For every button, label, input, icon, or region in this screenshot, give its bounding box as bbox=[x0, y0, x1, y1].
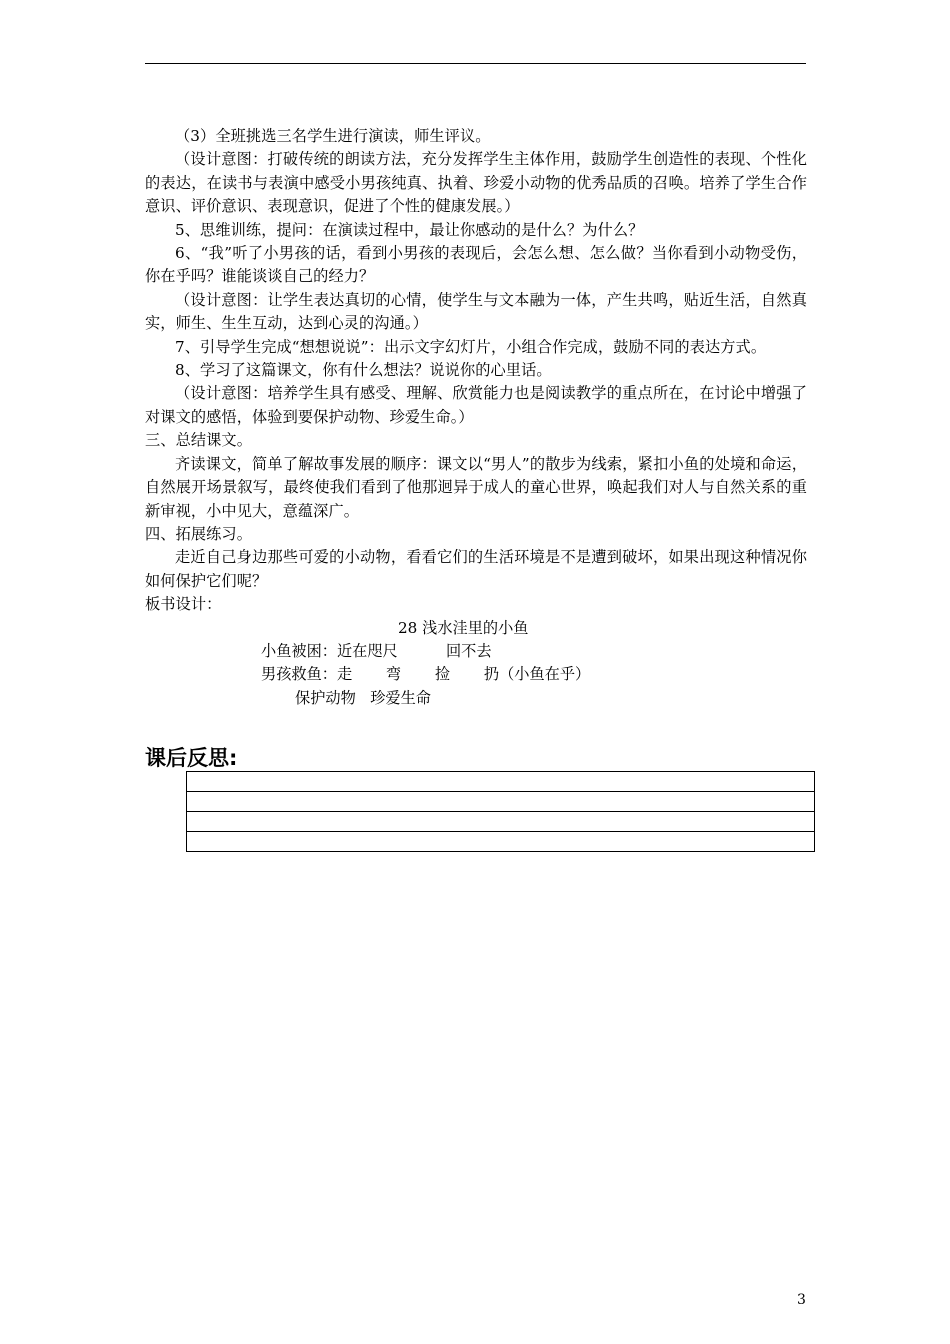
paragraph-performance-reading: （3）全班挑选三名学生进行演读，师生评议。 bbox=[175, 127, 491, 145]
board-line-boy-rescues: 男孩救鱼：走 弯 捡 扔（小鱼在乎） bbox=[261, 665, 591, 684]
paragraph-design-intent-3: （设计意图：培养学生具有感受、理解、欣赏能力也是阅读教学的重点所在，在讨论中增强了对课文的感悟，体验到要保护动物、珍爱生命。） bbox=[145, 384, 807, 426]
reflection-line bbox=[187, 832, 815, 852]
paragraph-step-7: 7、引导学生完成“想想说说”：出示文字幻灯片，小组合作完成，鼓励不同的表达方式。 bbox=[175, 337, 767, 356]
paragraph-question-6: 6、“我”听了小男孩的话，看到小男孩的表现后，会怎么想、怎么做？当你看到小动物受伤，你在乎吗？谁能谈谈自己的经力？ bbox=[145, 244, 807, 286]
board-design bbox=[145, 617, 807, 711]
paragraph-thinking-training: 5、思维训练，提问：在演读过程中，最让你感动的是什么？为什么？ bbox=[175, 220, 644, 239]
paragraph-step-8: 8、学习了这篇课文，你有什么想法？说说你的心里话。 bbox=[175, 361, 552, 380]
board-line-theme: 保护动物 珍爱生命 bbox=[295, 688, 431, 707]
paragraph-design-intent-1: （设计意图：打破传统的朗读方法，充分发挥学生主体作用，鼓励学生创造性的表现、个性化的表达，在读书与表演中感受小男孩纯真、执着、珍爱小动物的优秀品质的召唤。培养了学生合作意识、评价意识、表现意识，促进了个性的健康发展。） bbox=[145, 150, 807, 216]
document-body bbox=[145, 125, 807, 710]
board-line-fish-trapped: 小鱼被困：近在咫尺 回不去 bbox=[261, 641, 492, 660]
reflection-line bbox=[187, 792, 815, 812]
section-heading-extension: 四、拓展练习。 bbox=[145, 524, 253, 543]
paragraph-summary: 齐读课文，简单了解故事发展的顺序：课文以“男人”的散步为线索，紧扣小鱼的处境和命运，自然展开场景叙写，最终使我们看到了他那迥异于成人的童心世界，唤起我们对人与自然关系的重新审视，小中见大，意蕴深广。 bbox=[145, 454, 807, 520]
board-design-label: 板书设计： bbox=[145, 595, 222, 614]
page-number: 3 bbox=[797, 1292, 806, 1308]
reflection-line bbox=[187, 772, 815, 792]
reflection-line bbox=[187, 812, 815, 832]
header-rule bbox=[145, 63, 806, 64]
paragraph-design-intent-2: （设计意图：让学生表达真切的心情，使学生与文本融为一体，产生共鸣，贴近生活，自然真实，师生、生生互动，达到心灵的沟通。） bbox=[145, 290, 807, 333]
board-title: 28 浅水洼里的小鱼 bbox=[398, 618, 529, 637]
section-heading-summary: 三、总结课文。 bbox=[145, 431, 253, 450]
reflection-title: 课后反思: bbox=[145, 746, 238, 770]
paragraph-extension: 走近自己身边那些可爱的小动物，看看它们的生活环境是不是遭到破坏，如果出现这种情况你如何保护它们呢？ bbox=[145, 548, 807, 590]
reflection-lines bbox=[186, 771, 815, 852]
